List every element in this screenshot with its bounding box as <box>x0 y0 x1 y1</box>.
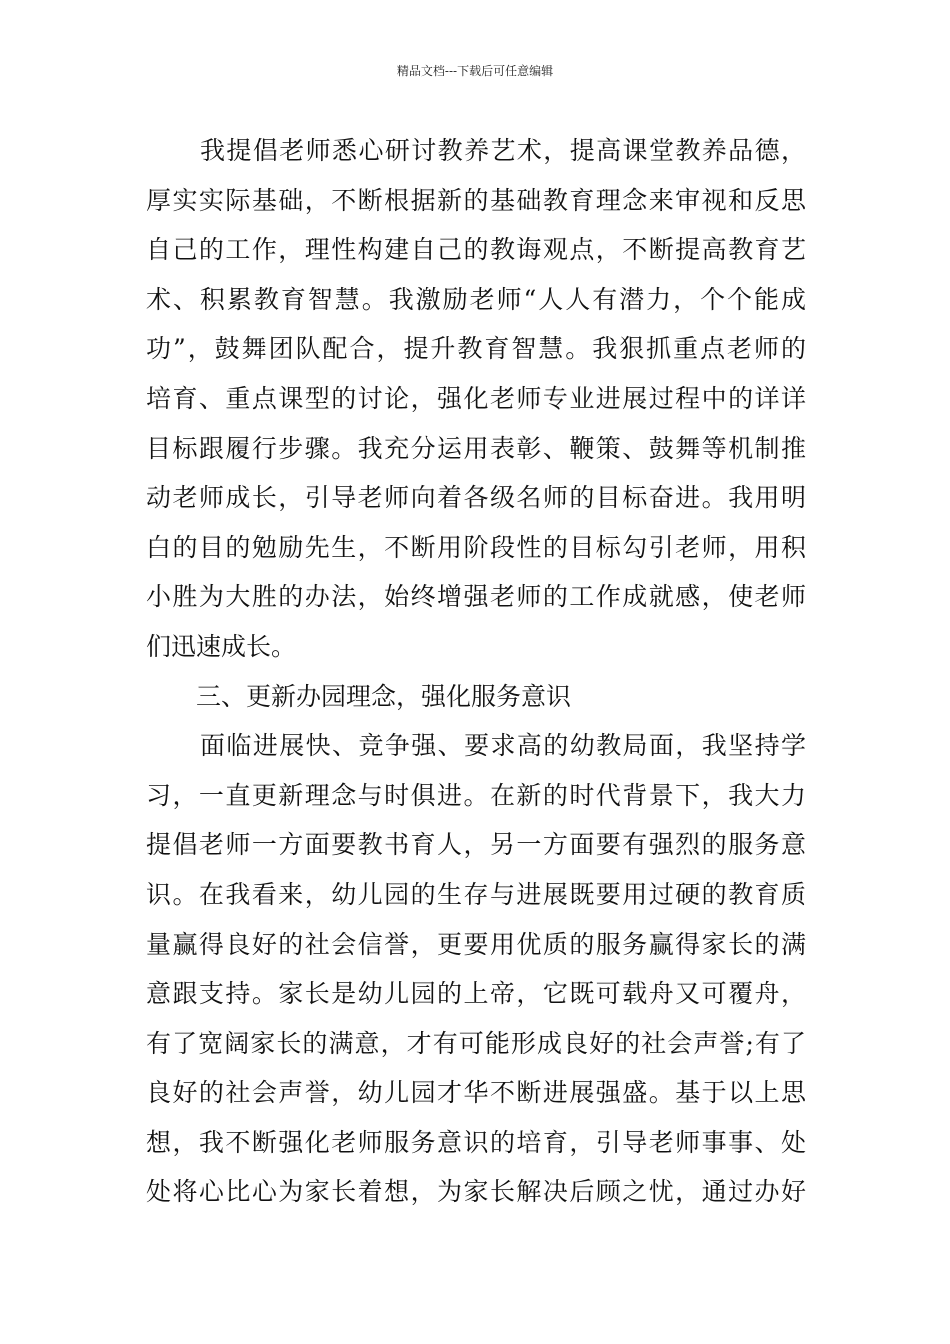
text-line: 有了宽阔家长的满意，才有可能形成良好的社会声誉;有了 <box>146 1028 806 1058</box>
text-line: 量赢得良好的社会信誉，更要用优质的服务赢得家长的满 <box>146 929 806 959</box>
text-line: 提倡老师一方面要教书育人，另一方面要有强烈的服务意 <box>146 830 806 860</box>
document-body <box>146 126 806 1217</box>
text-line: 术、积累教育智慧。我激励老师“人人有潜力，个个能成 <box>146 284 806 314</box>
text-line: 良好的社会声誉，幼儿园才华不断进展强盛。基于以上思 <box>146 1078 806 1108</box>
text-line: 意跟支持。家长是幼儿园的上帝，它既可载舟又可覆舟， <box>146 979 806 1009</box>
section-heading <box>146 672 806 722</box>
text-line: 厚实实际基础，不断根据新的基础教育理念来审视和反思 <box>146 185 806 215</box>
text-line: 我提倡老师悉心研讨教养艺术，提高课堂教养品德， <box>200 136 806 165</box>
text-line: 想，我不断强化老师服务意识的培育，引导老师事事、处 <box>146 1127 806 1157</box>
text-line: 培育、重点课型的讨论，强化老师专业进展过程中的详详 <box>146 383 806 413</box>
page-header: 精品文档---下载后可任意编辑 <box>396 64 554 78</box>
text-line: 目标跟履行步骤。我充分运用表彰、鞭策、鼓舞等机制推 <box>146 433 806 463</box>
text-line: 小胜为大胜的办法，始终增强老师的工作成就感，使老师 <box>146 582 806 612</box>
text-line: 功”，鼓舞团队配合，提升教育智慧。我狠抓重点老师的 <box>146 334 806 364</box>
text-line: 白的目的勉励先生，不断用阶段性的目标勾引老师，用积 <box>146 532 806 562</box>
heading-text: 三、更新办园理念，强化服务意识 <box>196 681 572 711</box>
paragraph <box>146 721 806 1217</box>
text-line: 面临进展快、竞争强、要求高的幼教局面，我坚持学 <box>200 731 806 761</box>
text-line: 习，一直更新理念与时俱进。在新的时代背景下，我大力 <box>146 780 806 810</box>
text-line: 动老师成长，引导老师向着各级名师的目标奋进。我用明 <box>146 483 806 513</box>
text-line: 识。在我看来，幼儿园的生存与进展既要用过硬的教育质 <box>146 879 806 909</box>
text-line: 处将心比心为家长着想，为家长解决后顾之忧，通过办好 <box>146 1177 806 1207</box>
text-line: 自己的工作，理性构建自己的教诲观点，不断提高教育艺 <box>146 235 806 265</box>
text-line: 们迅速成长。 <box>146 631 297 661</box>
paragraph <box>146 126 806 672</box>
